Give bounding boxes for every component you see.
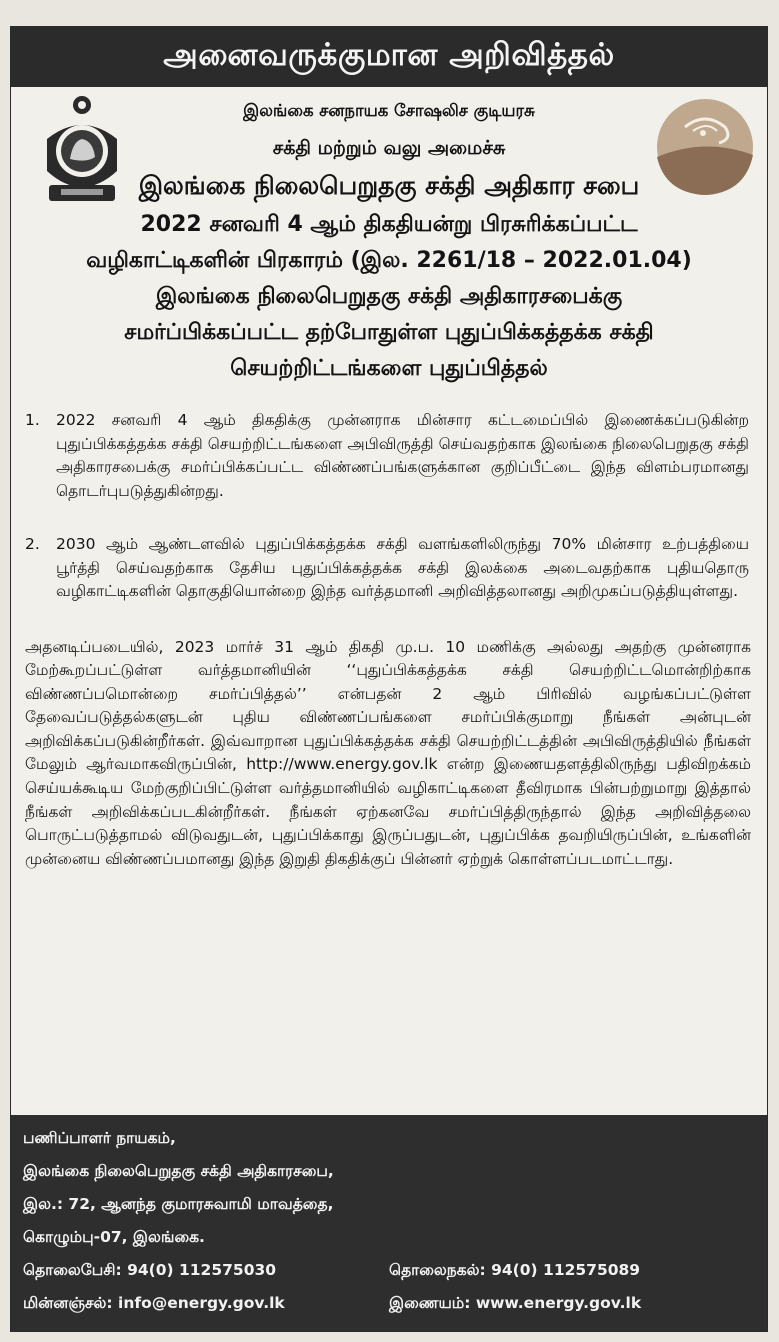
contact-fax: தொலைநகல்: 94(0) 112575089 bbox=[389, 1261, 641, 1279]
notice-title bbox=[11, 207, 767, 387]
contact-title: பணிப்பாளர் நாயகம், bbox=[23, 1129, 176, 1147]
title-line: செயற்றிட்டங்களை புதுப்பித்தல் bbox=[230, 356, 548, 381]
contact-footer bbox=[11, 1115, 767, 1331]
paragraph-number: 2. bbox=[25, 535, 40, 553]
contact-phone: தொலைபேசி: 94(0) 112575030 bbox=[23, 1261, 277, 1279]
paragraph-text: 2022 சனவரி 4 ஆம் திகதிக்கு முன்னராக மின்சார கட்டமைப்பில் இணைக்கப்படுகின்ற புதுப்பிக்கத்தக்க சக்தி செயற்றிட்டங்களை அபிவிருத்தி செய்வதற்காக இலங்கை நிலைபெறுதகு சக்தி அதிகாரசபைக்கு சமர்ப்பிக்கப்பட்ட விண்ணப்பங்களுக்கான குறிப்பீட்டை இந்த விளம்பரமானது தொடர்புபடுத்துகின்றது. bbox=[56, 411, 749, 500]
banner bbox=[11, 27, 767, 87]
notice-page bbox=[10, 26, 768, 1332]
banner-title: அனைவருக்குமான அறிவித்தல் bbox=[163, 37, 615, 73]
paragraph-text: 2030 ஆம் ஆண்டளவில் புதுப்பிக்கத்தக்க சக்தி வளங்களிலிருந்து 70% மின்சார உற்பத்தியை பூர்த்தி செய்வதற்காக தேசிய புதுப்பிக்கத்தக்க சக்தி இலக்கை அடைவதற்காக புதியதொரு வழிகாட்டிகளின் தொகுதியொன்றை இந்த வர்த்தமானி அறிவித்தலானது அறிமுகப்படுத்தியுள்ளது. bbox=[56, 535, 749, 600]
authority-name: இலங்கை நிலைபெறுதகு சக்தி அதிகார சபை bbox=[138, 171, 640, 200]
paragraph-number: 1. bbox=[25, 411, 40, 429]
title-line: வழிகாட்டிகளின் பிரகாரம் (இல. 2261/18 – 2022.01.04) bbox=[86, 248, 692, 273]
paragraph-2 bbox=[11, 533, 767, 604]
header bbox=[11, 87, 767, 207]
title-line: சமர்ப்பிக்கப்பட்ட தற்போதுள்ள புதுப்பிக்கத்தக்க சக்தி bbox=[124, 320, 654, 345]
contact-website: இணையம்: www.energy.gov.lk bbox=[389, 1294, 642, 1312]
slsea-logo-icon bbox=[655, 97, 755, 197]
contact-email: மின்னஞ்சல்: info@energy.gov.lk bbox=[23, 1294, 285, 1312]
contact-organisation: இலங்கை நிலைபெறுதகு சக்தி அதிகாரசபை, bbox=[23, 1162, 334, 1180]
contact-city: கொழும்பு-07, இலங்கை. bbox=[23, 1228, 205, 1246]
country-name: இலங்கை சனநாயக சோஷலிச குடியரசு bbox=[243, 101, 535, 120]
ministry-name: சக்தி மற்றும் வலு அமைச்சு bbox=[272, 137, 506, 159]
paragraph-3: அதனடிப்படையில், 2023 மார்ச் 31 ஆம் திகதி மு.ப. 10 மணிக்கு அல்லது அதற்கு முன்னராக மேற்கூறப்பட்டுள்ள வர்த்தமானியின் ‘‘புதுப்பிக்கத்தக்க சக்தி செயற்றிட்டமொன்றிற்காக விண்ணப்பமொன்றை சமர்ப்பித்தல்’’ என்பதன் 2 ஆம் பிரிவில் வழங்கப்பட்டுள்ள தேவைப்படுத்தல்களுடன் புதிய விண்ணப்பங்களை சமர்ப்பிக்குமாறு நீங்கள் அன்புடன் அறிவிக்கப்படுகின்றீர்கள். இவ்வாறான புதுப்பிக்கத்தக்க சக்தி செயற்றிட்டத்தின் அபிவிருத்தியில் நீங்கள் மேலும் ஆர்வமாகவிருப்பின், http://www.energy.gov.lk என்ற இணையதளத்திலிருந்து பதிவிறக்கம் செய்யக்கூடிய மேற்குறிப்பிட்டுள்ள வர்த்தமானியில் வழிகாட்டிகளை தீவிரமாக பின்பற்றுமாறு இத்தால் நீங்கள் அறிவிக்கப்படகின்றீர்கள். நீங்கள் ஏற்கனவே சமர்ப்பித்திருந்தால் இந்த அறிவித்தலை பொருட்படுத்தாமல் விடுவதுடன், புதுப்பிக்காது இருப்பதுடன், புதுப்பிக்க தவறியிருப்பின், உங்களின் முன்னைய விண்ணப்பமானது இந்த இறுதி திகதிக்குப் பின்னர் ஏற்றுக் கொள்ளப்படமாட்டாது. bbox=[25, 637, 751, 868]
contact-address: இல.: 72, ஆனந்த குமாரசுவாமி மாவத்தை, bbox=[23, 1195, 334, 1213]
title-line: 2022 சனவரி 4 ஆம் திகதியன்று பிரசுரிக்கப்பட்ட bbox=[140, 212, 638, 237]
title-line: இலங்கை நிலைபெறுதகு சக்தி அதிகாரசபைக்கு bbox=[155, 284, 623, 309]
paragraph-1 bbox=[11, 409, 767, 503]
